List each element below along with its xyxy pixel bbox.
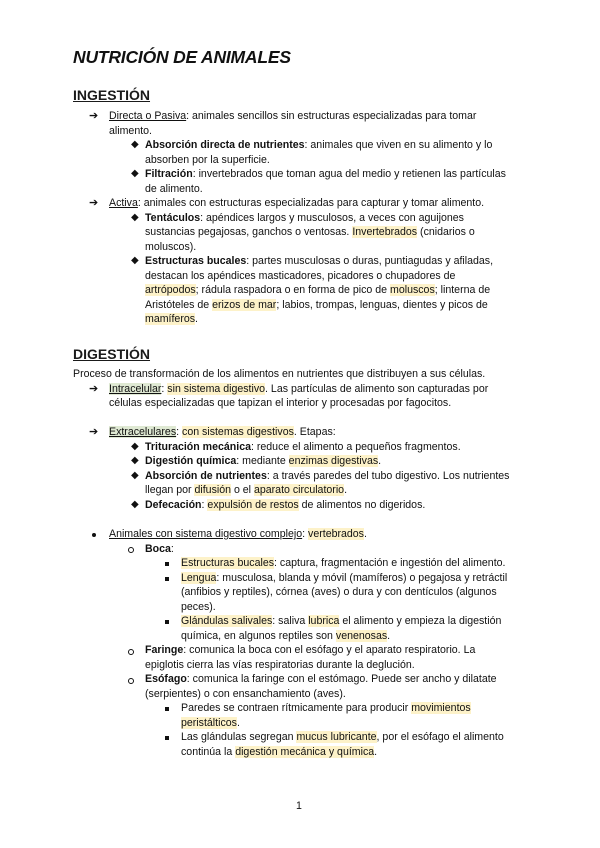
bullet-circle-icon bbox=[128, 649, 134, 655]
text-line: Filtración: invertebrados que toman agua del medio y retienen las partículas bbox=[145, 168, 506, 180]
bullet-square-icon bbox=[165, 736, 169, 740]
text-line: (anfibios y reptiles), córnea (aves) o dura y con dentículos (algunos bbox=[181, 586, 497, 598]
text-line: destacan los apéndices masticadores, picadores o chupadores de bbox=[145, 269, 456, 282]
arrow-bullet-icon: ➔ bbox=[89, 426, 99, 438]
bullet-square-icon bbox=[165, 577, 169, 581]
text-line: Lengua: musculosa, blanda y móvil (mamíferos) o pegajosa y retráctil bbox=[181, 571, 508, 584]
bullet-circle-icon bbox=[128, 678, 134, 684]
text-line: peces). bbox=[181, 600, 216, 613]
bullet-square-icon bbox=[165, 562, 169, 566]
diamond-bullet-icon: ◆ bbox=[131, 211, 139, 223]
text-line: Extracelulares: con sistemas digestivos. Etapas: bbox=[109, 426, 336, 438]
text-line: Paredes se contraen rítmicamente para producir movimientos bbox=[181, 702, 471, 714]
text-line: Absorción directa de nutrientes: animales que viven en su alimento y lo bbox=[145, 139, 493, 151]
text-line: mamíferos. bbox=[145, 313, 198, 325]
text-line: continúa la digestión mecánica y química. bbox=[181, 745, 378, 758]
text-line: Absorción de nutrientes: a través paredes del tubo digestivo. Los nutrientes bbox=[145, 469, 510, 482]
text-line: llegan por difusión o el aparato circulatorio. bbox=[145, 484, 348, 496]
text-line: Intracelular: sin sistema digestivo. Las partículas de alimento son capturadas por bbox=[109, 382, 489, 395]
diamond-bullet-icon: ◆ bbox=[131, 440, 139, 452]
page-number: 1 bbox=[296, 800, 302, 812]
text-line: moluscos). bbox=[145, 240, 197, 253]
text-line: peristálticos. bbox=[181, 716, 240, 729]
page-title: NUTRICIÓN DE ANIMALES bbox=[73, 47, 291, 67]
text-line: química, en algunos reptiles son venenosas. bbox=[181, 629, 391, 642]
diamond-bullet-icon: ◆ bbox=[131, 469, 139, 481]
section-heading-ingestion: INGESTIÓN bbox=[73, 87, 151, 103]
text-line: Digestión química: mediante enzimas digestivas. bbox=[145, 455, 382, 467]
text-line: Estructuras bucales: partes musculosas o duras, puntiagudas y afiladas, bbox=[145, 255, 494, 267]
text-line: Directa o Pasiva: animales sencillos sin estructuras especializadas para tomar bbox=[109, 110, 477, 122]
text-line: Trituración mecánica: reduce el alimento a pequeños fragmentos. bbox=[145, 440, 461, 453]
text-line: Estructuras bucales: captura, fragmentación e ingestión del alimento. bbox=[181, 557, 506, 569]
text-line: alimento. bbox=[109, 124, 152, 137]
text-line: Aristóteles de erizos de mar; labios, trompas, lenguas, dientes y picos de bbox=[145, 298, 488, 311]
bullet-square-icon bbox=[165, 707, 169, 711]
diamond-bullet-icon: ◆ bbox=[131, 168, 139, 179]
diamond-bullet-icon: ◆ bbox=[131, 455, 139, 466]
arrow-bullet-icon: ➔ bbox=[89, 197, 99, 209]
text-line: epiglotis cierra las vías respiratorias durante la deglución. bbox=[145, 658, 415, 671]
text-line: células especializadas que tapizan el interior y procesadas por fagocitos. bbox=[109, 397, 452, 409]
text-line: Esófago: comunica la faringe con el estómago. Puede ser ancho y dilatate bbox=[145, 673, 497, 685]
diamond-bullet-icon: ◆ bbox=[131, 255, 139, 266]
arrow-bullet-icon: ➔ bbox=[89, 110, 99, 122]
text-line: sustancias pegajosas, ganchos o ventosas. Invertebrados (cnidarios o bbox=[145, 226, 475, 238]
diamond-bullet-icon: ◆ bbox=[131, 139, 139, 150]
text-line: Faringe: comunica la boca con el esófago y el aparato respiratorio. La bbox=[145, 644, 476, 656]
section-heading-digestion: DIGESTIÓN bbox=[73, 346, 151, 362]
text-line: Activa: animales con estructuras especializadas para capturar y tomar alimento. bbox=[109, 197, 485, 209]
text-line: Las glándulas segregan mucus lubricante, por el esófago el alimento bbox=[181, 731, 504, 743]
text-line: Proceso de transformación de los alimentos en nutrientes que distribuyen a sus células. bbox=[73, 368, 486, 380]
bullet-square-icon bbox=[165, 620, 169, 624]
text-line: absorben por la superficie. bbox=[145, 153, 270, 166]
text-line: de alimento. bbox=[145, 182, 203, 195]
bullet-circle-icon bbox=[128, 547, 134, 553]
text-line: Defecación: expulsión de restos de alimentos no digeridos. bbox=[145, 498, 426, 511]
text-line: Animales con sistema digestivo complejo: vertebrados. bbox=[109, 528, 367, 540]
diamond-bullet-icon: ◆ bbox=[131, 498, 139, 510]
text-line: Glándulas salivales: saliva lubrica el alimento y empieza la digestión bbox=[181, 615, 502, 627]
arrow-bullet-icon: ➔ bbox=[89, 382, 99, 395]
text-line: artrópodos; rádula raspadora o en forma de pico de moluscos; linterna de bbox=[145, 284, 491, 296]
text-line: (serpientes) o con ensanchamiento (aves). bbox=[145, 687, 346, 700]
text-line: Tentáculos: apéndices largos y musculosos, a veces con aguijones bbox=[145, 211, 464, 224]
text-line: Boca: bbox=[145, 542, 174, 555]
bullet-dot-icon bbox=[92, 533, 96, 537]
